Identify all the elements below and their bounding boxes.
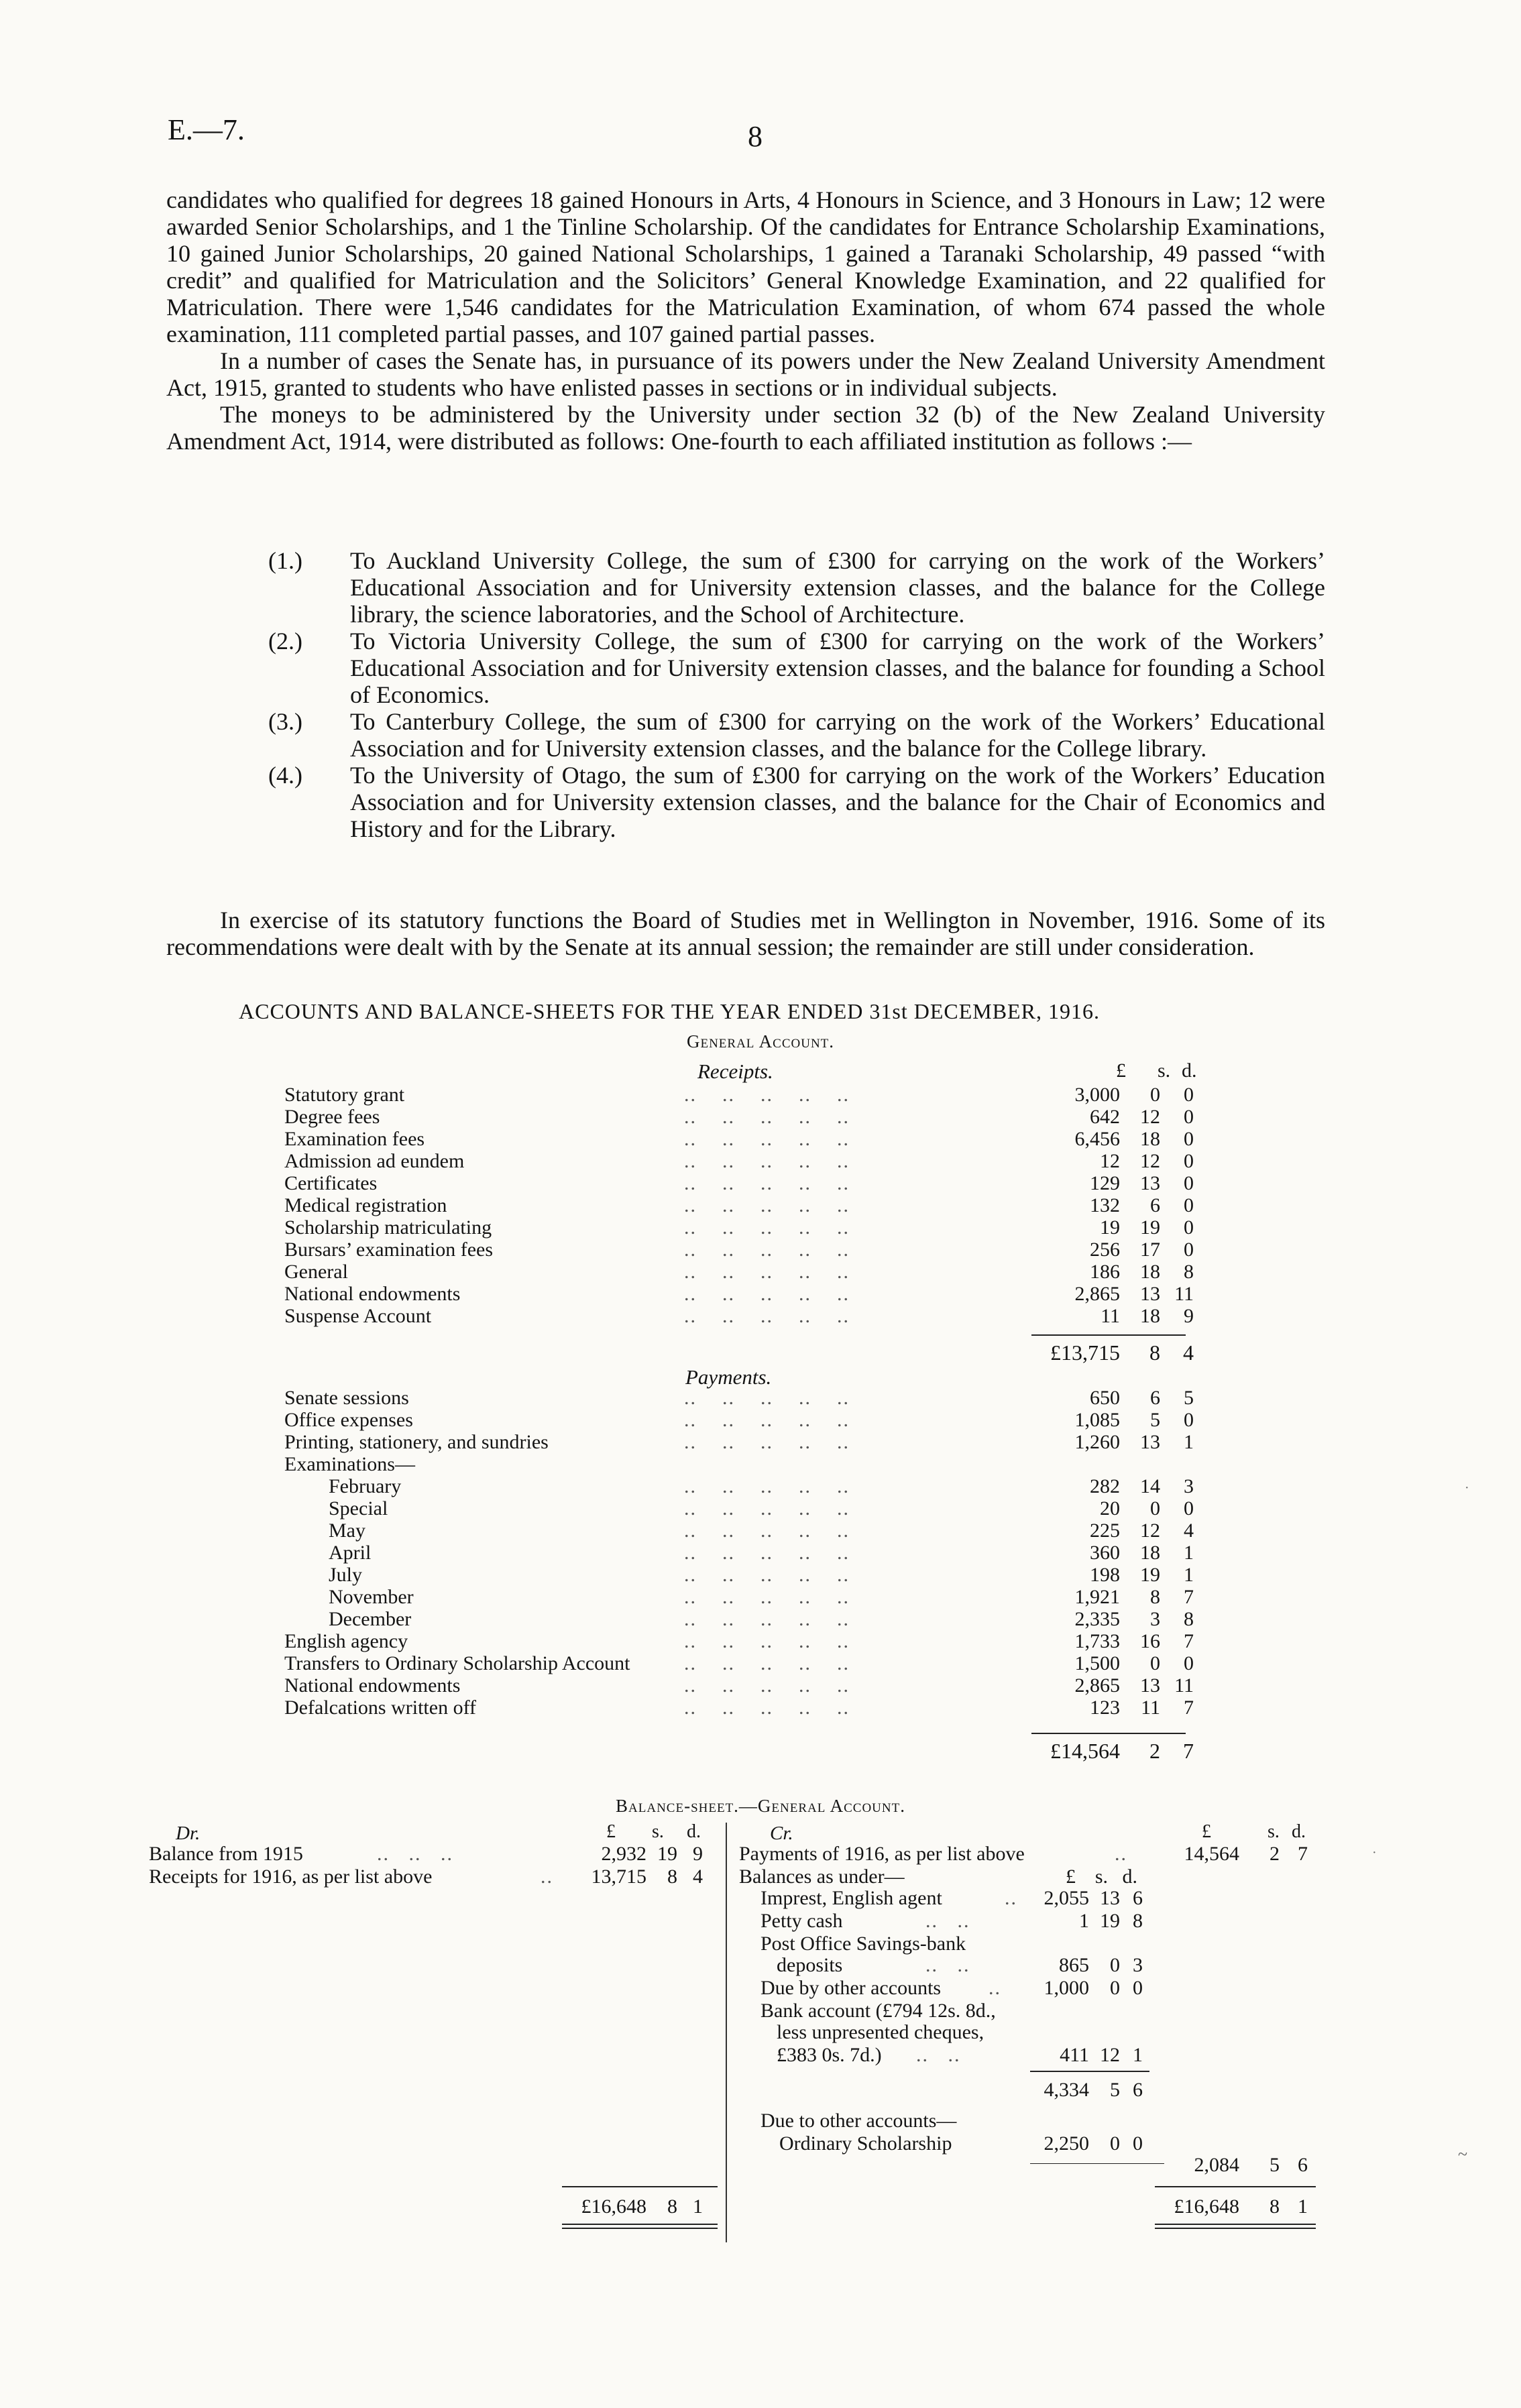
ledger-row: [0, 1608, 1521, 1631]
leader-dots: .. .. .. .. ..: [684, 1542, 850, 1564]
ledger-row: [0, 1172, 1521, 1195]
ledger-row-shillings: 0: [1150, 1084, 1160, 1106]
cr-balance-pence: 1: [1133, 2044, 1143, 2066]
payments-heading: Payments.: [685, 1365, 772, 1389]
cr-balance-pounds: 1,000: [1044, 1977, 1089, 1999]
cr-row-pounds: 14,564: [1184, 1843, 1239, 1865]
ledger-row: [0, 1261, 1521, 1283]
pounds-header: £: [1116, 1059, 1126, 1082]
dr-total-rule-double: [562, 2228, 718, 2229]
cr-balance-pence: 0: [1133, 1977, 1143, 1999]
payments-total-pounds: £14,564: [1050, 1739, 1120, 1763]
dr-row-pounds: 13,715: [591, 1866, 646, 1888]
leader-dots: .. .. .. .. ..: [684, 1674, 850, 1697]
ledger-row: [0, 1586, 1521, 1609]
cr-due-label-text: Due to other accounts—: [760, 2110, 957, 2132]
ledger-row: [0, 1453, 1521, 1476]
cr-balance-shillings: 19: [1100, 1910, 1120, 1932]
ledger-row: [0, 1387, 1521, 1410]
cr-balance-row: Petty cash .. .. 1 19 8: [760, 1910, 1143, 1932]
ledger-row: [0, 1652, 1521, 1675]
ledger-row-pence: 0: [1184, 1409, 1194, 1431]
ledger-row-pence: 4: [1184, 1520, 1194, 1542]
ledger-row: [0, 1239, 1521, 1261]
receipts-total-shillings: 8: [1149, 1340, 1160, 1365]
ledger-row-label: Medical registration: [284, 1194, 447, 1216]
ledger-row-pounds: 19: [1100, 1216, 1120, 1239]
cr-balance-label: Petty cash: [760, 1910, 843, 1932]
ledger-row-label: English agency: [284, 1630, 408, 1652]
ledger-row-shillings: 0: [1150, 1652, 1160, 1674]
cr-sub-shillings-header: s.: [1094, 1866, 1108, 1888]
dr-pounds-header: £: [606, 1821, 616, 1842]
list-item-text: To the University of Otago, the sum of £300 for carrying on the work of the Workers’ Education Association and for University extension classes, and the balance for the Chair of Economics and History and for the Library.: [350, 762, 1325, 842]
dr-row-shillings: 8: [667, 1866, 677, 1888]
ledger-row-label: Special: [329, 1497, 388, 1520]
cr-balance-shillings: 13: [1100, 1887, 1120, 1909]
leader-dots: .. .. .. .. ..: [684, 1608, 850, 1630]
cr-subtotal-rule: [1030, 2071, 1149, 2072]
ledger-row-shillings: 18: [1140, 1261, 1160, 1283]
dr-pence-header: d.: [687, 1821, 701, 1842]
list-item-text: To Victoria University College, the sum of £300 for carrying on the work of the Workers’ Educational Association and for University extension classes, and the balance for founding a School of Economics.: [350, 628, 1325, 708]
ledger-row-pence: 1: [1184, 1431, 1194, 1453]
ledger-row-label: November: [329, 1586, 414, 1608]
ledger-row-pounds: 360: [1090, 1542, 1120, 1564]
cr-subtotal-pence: 6: [1133, 2079, 1143, 2101]
ledger-row-label: Bursars’ examination fees: [284, 1239, 494, 1261]
list-item-number: (1.): [268, 547, 302, 574]
cr-total-rule-top: [1155, 2186, 1316, 2187]
payments-total-row: [0, 1739, 1521, 1762]
cr-total-shillings: 8: [1270, 2195, 1280, 2218]
receipts-total-row: [0, 1341, 1521, 1364]
ledger-row-pounds: 282: [1090, 1475, 1120, 1497]
ledger-row-pence: 11: [1174, 1283, 1194, 1305]
dr-total-rule-bottom: [562, 2224, 718, 2225]
cr-net-pence: 6: [1298, 2154, 1308, 2176]
cr-total-rule-double: [1155, 2228, 1316, 2229]
ledger-row: [0, 1194, 1521, 1217]
cr-balance-label: Post Office Savings-bank: [760, 1933, 966, 1955]
ledger-row-pounds: 2,335: [1074, 1608, 1120, 1630]
cr-balance-pounds: 1: [1079, 1910, 1089, 1932]
ledger-row-pounds: 2,865: [1074, 1674, 1120, 1697]
ledger-row-label: Scholarship matriculating: [284, 1216, 492, 1239]
ledger-row-pence: 9: [1184, 1305, 1194, 1327]
ledger-row-shillings: 16: [1140, 1630, 1160, 1652]
scan-mark: ·: [1372, 1845, 1377, 1860]
ledger-row-shillings: 13: [1140, 1674, 1160, 1697]
ledger-row-pounds: 129: [1090, 1172, 1120, 1194]
cr-balance-label-cont: less unpresented cheques,: [777, 2021, 984, 2043]
dr-label: Dr.: [176, 1823, 201, 1844]
dr-row-pence: 4: [693, 1866, 703, 1888]
list-item-number: (3.): [268, 708, 302, 735]
paragraph: In a number of cases the Senate has, in pursuance of its powers under the New Zealand University Amendment Act, 1915, granted to students who have enlisted passes in sections or in individual subjects.: [166, 347, 1325, 401]
cr-balance-label: Imprest, English agent: [760, 1887, 942, 1909]
ledger-row-label: Examination fees: [284, 1128, 425, 1150]
leader-dots: .. .. .. .. ..: [684, 1283, 850, 1305]
cr-balance-row: [760, 2000, 1230, 2022]
ledger-row-pounds: 225: [1090, 1520, 1120, 1542]
ledger-row-shillings: 6: [1150, 1194, 1160, 1216]
paragraph: candidates who qualified for degrees 18 gained Honours in Arts, 4 Honours in Science, and 3 Honours in Law; 12 were awarded Senior Scholarships, and 1 the Tinline Scholarship. Of the candidates for Entrance Scholarship Examinations, 10 gained Junior Scholarships, 20 gained National Scholarships, 1 gained a Taranaki Scholarship, 49 passed “with credit” and qualified for Matriculation and the Solicitors’ General Knowledge Examination, and 22 qualified for Matriculation. There were 1,546 candidates for the Matriculation Examination, of whom 674 passed the whole examination, 111 completed partial passes, and 107 gained partial passes.: [166, 186, 1325, 347]
leader-dots: .. .. .. .. ..: [684, 1194, 850, 1216]
cr-sub-pounds-header: £: [1066, 1866, 1076, 1888]
general-account-heading: General Account.: [686, 1031, 835, 1051]
ledger-row-label: Defalcations written off: [284, 1697, 477, 1719]
ledger-row-pence: 5: [1184, 1387, 1194, 1409]
leader-dots: .. .. .. .. ..: [684, 1106, 850, 1128]
dr-total-row: [149, 2195, 726, 2218]
ledger-row-label: December: [329, 1608, 412, 1630]
dr-total-shillings: 8: [667, 2195, 677, 2218]
cr-balance-label: Due by other accounts: [760, 1977, 942, 1999]
ledger-row-shillings: 17: [1140, 1239, 1160, 1261]
leader-dots: .. .. .. .. ..: [684, 1697, 850, 1719]
ledger-row-label: Statutory grant: [284, 1084, 405, 1106]
scan-mark: ·: [1465, 1481, 1469, 1495]
leader-dots: .. .. .. .. ..: [684, 1475, 850, 1497]
shillings-header: s.: [1158, 1059, 1171, 1082]
ledger-row: [0, 1084, 1521, 1106]
cr-balance-pounds: 865: [1059, 1954, 1089, 1976]
ledger-row-label: Office expenses: [284, 1409, 413, 1431]
leader-dots: .. .. .. .. ..: [684, 1586, 850, 1608]
leader-dots: .. .. .. .. ..: [684, 1409, 850, 1431]
cr-due-row-label: Ordinary Scholarship: [779, 2132, 952, 2155]
ledger-row: [0, 1520, 1521, 1542]
receipts-heading: Receipts.: [697, 1059, 773, 1083]
cr-balance-pounds: 2,055: [1044, 1887, 1089, 1909]
ledger-row-shillings: 12: [1140, 1520, 1160, 1542]
ledger-row-shillings: 8: [1150, 1586, 1160, 1608]
cr-subtotal-pounds: 4,334: [1044, 2079, 1089, 2101]
ledger-row-pence: 0: [1184, 1497, 1194, 1520]
ledger-row-pounds: 1,260: [1074, 1431, 1120, 1453]
ledger-row-pounds: 1,733: [1074, 1630, 1120, 1652]
receipts-subtotal-rule: [1031, 1334, 1186, 1336]
payments-total-shillings: 2: [1149, 1739, 1160, 1763]
ledger-row-pence: 0: [1184, 1172, 1194, 1194]
cr-due-shillings: 0: [1110, 2132, 1120, 2155]
ledger-row-pounds: 1,085: [1074, 1409, 1120, 1431]
ledger-row-shillings: 12: [1140, 1150, 1160, 1172]
ledger-row-pence: 8: [1184, 1608, 1194, 1630]
ledger-row-shillings: 13: [1140, 1172, 1160, 1194]
dr-row-shillings: 19: [657, 1843, 677, 1865]
cr-label: Cr.: [770, 1823, 793, 1844]
ledger-row: [0, 1697, 1521, 1719]
cr-sub-pence-header: d.: [1122, 1866, 1137, 1888]
dr-row-label: Balance from 1915: [149, 1843, 303, 1865]
balance-sheet-divider: [726, 1823, 727, 2242]
ledger-row: [0, 1497, 1521, 1520]
ledger-row-label: Degree fees: [284, 1106, 380, 1128]
cr-row-payments: Payments of 1916, as per list above .. 14,564 2 7: [739, 1843, 1308, 1865]
ledger-row-pence: 0: [1184, 1239, 1194, 1261]
cr-due-pence: 0: [1133, 2132, 1143, 2155]
ledger-row: [0, 1305, 1521, 1328]
paragraph-board-of-studies: [166, 907, 1325, 960]
ledger-row-label: National endowments: [284, 1283, 461, 1305]
list-item: [268, 708, 1325, 762]
leader-dots: .. .. .. .. ..: [684, 1239, 850, 1261]
ledger-row-pence: 0: [1184, 1652, 1194, 1674]
ledger-row-label: Admission ad eundem: [284, 1150, 465, 1172]
ledger-row: [0, 1106, 1521, 1129]
cr-balance-pence: 3: [1133, 1954, 1143, 1976]
ledger-row-pounds: 123: [1090, 1697, 1120, 1719]
dr-total-pence: 1: [693, 2195, 703, 2218]
cr-balance-pounds: 411: [1060, 2044, 1089, 2066]
paragraph: The moneys to be administered by the University under section 32 (b) of the New Zealand University Amendment Act, 1914, were distributed as follows: One-fourth to each affiliated institution as follows :—: [166, 401, 1325, 455]
distribution-list: [268, 547, 1325, 842]
payments-subtotal-rule: [1031, 1733, 1186, 1734]
dr-shillings-header: s.: [652, 1821, 664, 1842]
ledger-row-label: General: [284, 1261, 348, 1283]
cr-balance-row: [760, 1933, 1230, 1955]
cr-pence-header: d.: [1292, 1821, 1306, 1842]
ledger-row-shillings: 14: [1140, 1475, 1160, 1497]
cr-shillings-header: s.: [1268, 1821, 1280, 1842]
leader-dots: .. .. .. .. ..: [684, 1216, 850, 1239]
ledger-row-pence: 7: [1184, 1586, 1194, 1608]
list-item-text: To Auckland University College, the sum of £300 for carrying on the work of the Workers’ Educational Association and for University extension classes, and the balance for the College library, the science laboratories, and the School of Architecture.: [350, 547, 1325, 628]
ledger-row-label: Suspense Account: [284, 1305, 432, 1327]
ledger-row: [0, 1630, 1521, 1653]
accounts-heading: ACCOUNTS AND BALANCE-SHEETS FOR THE YEAR ENDED 31st DECEMBER, 1916.: [239, 999, 1100, 1023]
ledger-row-shillings: 13: [1140, 1431, 1160, 1453]
cr-net-shillings: 5: [1270, 2154, 1280, 2176]
ledger-row-pounds: 642: [1090, 1106, 1120, 1128]
ledger-row-shillings: 18: [1140, 1128, 1160, 1150]
leader-dots: .. .. .. .. ..: [684, 1652, 850, 1674]
cr-row-label: Payments of 1916, as per list above: [739, 1843, 1025, 1865]
ledger-row: [0, 1475, 1521, 1498]
ledger-row-label: Transfers to Ordinary Scholarship Account: [284, 1652, 630, 1674]
ledger-row-pounds: 3,000: [1074, 1084, 1120, 1106]
cr-balances-label: [739, 1866, 1208, 1888]
list-item: [268, 547, 1325, 628]
leader-dots: .. .. .. .. ..: [684, 1630, 850, 1652]
ledger-row-label: Senate sessions: [284, 1387, 409, 1409]
ledger-row-shillings: 11: [1141, 1697, 1160, 1719]
dr-row-label: Receipts for 1916, as per list above: [149, 1866, 433, 1888]
leader-dots: .. .. .. .. ..: [684, 1564, 850, 1586]
ledger-row-pounds: 12: [1100, 1150, 1120, 1172]
ledger-row: [0, 1674, 1521, 1697]
scan-mark: ~: [1458, 2144, 1468, 2164]
ledger-row-pounds: 198: [1090, 1564, 1120, 1586]
ledger-row-pounds: 1,500: [1074, 1652, 1120, 1674]
page-number: 8: [748, 120, 763, 153]
cr-due-row: [760, 2132, 1364, 2155]
cr-balance-shillings: 0: [1110, 1954, 1120, 1976]
ledger-row-pounds: 132: [1090, 1194, 1120, 1216]
list-item-text: To Canterbury College, the sum of £300 for carrying on the work of the Workers’ Educational Association and for University extension classes, and the balance for the College library.: [350, 708, 1325, 762]
ledger-row-shillings: 18: [1140, 1542, 1160, 1564]
cr-total-rule-bottom: [1155, 2224, 1316, 2225]
ledger-row-label: May: [329, 1520, 365, 1542]
cr-balance-row: Imprest, English agent .. 2,055 13 6: [760, 1887, 1143, 1909]
cr-balance-row: deposits .. .. 865 0 3: [777, 1954, 1143, 1976]
cr-net-row: [739, 2154, 1343, 2177]
ledger-row-shillings: 5: [1150, 1409, 1160, 1431]
ledger-row-pence: 0: [1184, 1106, 1194, 1128]
leader-dots: .. .. .. .. ..: [684, 1520, 850, 1542]
ledger-row-shillings: 19: [1140, 1216, 1160, 1239]
leader-dots: .. .. .. .. ..: [684, 1387, 850, 1409]
dr-row: Receipts for 1916, as per list above .. 13,715 8 4: [149, 1866, 703, 1888]
cr-balances-label-text: Balances as under—: [739, 1866, 905, 1888]
cr-balance-shillings: 12: [1100, 2044, 1120, 2066]
balance-sheet-heading: Balance-sheet.—General Account.: [616, 1796, 905, 1816]
ledger-row-pounds: 1,921: [1074, 1586, 1120, 1608]
cr-total-pence: 1: [1298, 2195, 1308, 2218]
ledger-row-label: April: [329, 1542, 372, 1564]
ledger-row: [0, 1128, 1521, 1151]
cr-balance-label-cont: deposits: [777, 1954, 843, 1976]
ledger-row: [0, 1564, 1521, 1587]
ledger-row-pounds: 650: [1090, 1387, 1120, 1409]
ledger-row-shillings: 18: [1140, 1305, 1160, 1327]
ledger-row-label: July: [329, 1564, 363, 1586]
cr-balance-row: £383 0s. 7d.) .. .. 411 12 1: [777, 2044, 1143, 2066]
ledger-row: [0, 1150, 1521, 1173]
leader-dots: .. .. .. .. ..: [684, 1431, 850, 1453]
cr-row-pence: 7: [1298, 1843, 1308, 1865]
cr-due-label: [760, 2110, 1230, 2132]
leader-dots: .. .. .. .. ..: [684, 1150, 850, 1172]
list-item-number: (4.): [268, 762, 302, 789]
ledger-row-shillings: 6: [1150, 1387, 1160, 1409]
ledger-row-shillings: 13: [1140, 1283, 1160, 1305]
list-item: [268, 628, 1325, 708]
ledger-row-pence: 1: [1184, 1564, 1194, 1586]
leader-dots: .. .. .. .. ..: [684, 1497, 850, 1520]
ledger-row-pounds: 6,456: [1074, 1128, 1120, 1150]
cr-subtotal-shillings: 5: [1110, 2079, 1120, 2101]
ledger-row-pounds: 11: [1101, 1305, 1120, 1327]
dr-row-pence: 9: [693, 1843, 703, 1865]
ledger-row-pence: 7: [1184, 1630, 1194, 1652]
ledger-row-shillings: 12: [1140, 1106, 1160, 1128]
ledger-row-label: Examinations—: [284, 1453, 415, 1475]
ledger-row-label: February: [329, 1475, 402, 1497]
receipts-total-pence: 4: [1183, 1340, 1194, 1365]
ledger-row-shillings: 19: [1140, 1564, 1160, 1586]
ledger-row-shillings: 0: [1150, 1497, 1160, 1520]
ledger-row-label: Certificates: [284, 1172, 378, 1194]
dr-total-rule-top: [562, 2186, 718, 2187]
paragraph: In exercise of its statutory functions the Board of Studies met in Wellington in November, 1916. Some of its recommendations were dealt with by the Senate at its annual session; the remainder are still under consideration.: [166, 907, 1325, 960]
cr-balance-pence: 8: [1133, 1910, 1143, 1932]
cr-balance-label-cont: £383 0s. 7d.): [777, 2044, 882, 2066]
ledger-row: [0, 1283, 1521, 1306]
leader-dots: .. .. .. .. ..: [684, 1261, 850, 1283]
leader-dots: .. .. .. .. ..: [684, 1305, 850, 1327]
cr-balances-subtotal: [760, 2079, 1230, 2102]
ledger-row-pence: 0: [1184, 1216, 1194, 1239]
cr-balance-label: Bank account (£794 12s. 8d.,: [760, 2000, 996, 2022]
dr-row-pounds: 2,932: [601, 1843, 646, 1865]
ledger-row-pence: 11: [1174, 1674, 1194, 1697]
pence-header: d.: [1182, 1059, 1197, 1082]
ledger-row-pounds: 186: [1090, 1261, 1120, 1283]
cr-balance-row: [760, 2021, 1230, 2044]
payments-total-pence: 7: [1183, 1739, 1194, 1763]
list-item-number: (2.): [268, 628, 302, 654]
leader-dots: .. .. .. .. ..: [684, 1128, 850, 1150]
ledger-row: [0, 1542, 1521, 1564]
list-item: [268, 762, 1325, 842]
leader-dots: .. .. .. .. ..: [684, 1084, 850, 1106]
ledger-row-pence: 1: [1184, 1542, 1194, 1564]
dr-total-pounds: £16,648: [581, 2195, 646, 2218]
receipts-total-pounds: £13,715: [1050, 1340, 1120, 1365]
ledger-row-label: National endowments: [284, 1674, 461, 1697]
dr-row: Balance from 1915 .. .. .. 2,932 19 9: [149, 1843, 703, 1865]
ledger-row-pounds: 20: [1100, 1497, 1120, 1520]
cr-balance-shillings: 0: [1110, 1977, 1120, 1999]
cr-row-shillings: 2: [1270, 1843, 1280, 1865]
intro-text: [166, 186, 1325, 455]
document-reference: E.—7.: [168, 113, 245, 146]
ledger-row: [0, 1409, 1521, 1432]
cr-balance-row: Due by other accounts .. 1,000 0 0: [760, 1977, 1143, 1999]
ledger-row: [0, 1431, 1521, 1454]
cr-balance-pence: 6: [1133, 1887, 1143, 1909]
ledger-row-pence: 0: [1184, 1194, 1194, 1216]
cr-due-pounds: 2,250: [1044, 2132, 1089, 2155]
leader-dots: .. .. .. .. ..: [684, 1172, 850, 1194]
ledger-row-pounds: 2,865: [1074, 1283, 1120, 1305]
ledger-row-pence: 7: [1184, 1697, 1194, 1719]
ledger-row-pence: 0: [1184, 1150, 1194, 1172]
ledger-row-pence: 3: [1184, 1475, 1194, 1497]
ledger-row-pounds: 256: [1090, 1239, 1120, 1261]
ledger-row: [0, 1216, 1521, 1239]
cr-total-pounds: £16,648: [1174, 2195, 1239, 2218]
ledger-row-pence: 0: [1184, 1084, 1194, 1106]
ledger-row-shillings: 3: [1150, 1608, 1160, 1630]
ledger-row-pence: 8: [1184, 1261, 1194, 1283]
cr-net-pounds: 2,084: [1194, 2154, 1239, 2176]
cr-pounds-header: £: [1202, 1821, 1211, 1842]
ledger-row-pence: 0: [1184, 1128, 1194, 1150]
ledger-row-label: Printing, stationery, and sundries: [284, 1431, 549, 1453]
cr-total-row: [739, 2195, 1343, 2218]
